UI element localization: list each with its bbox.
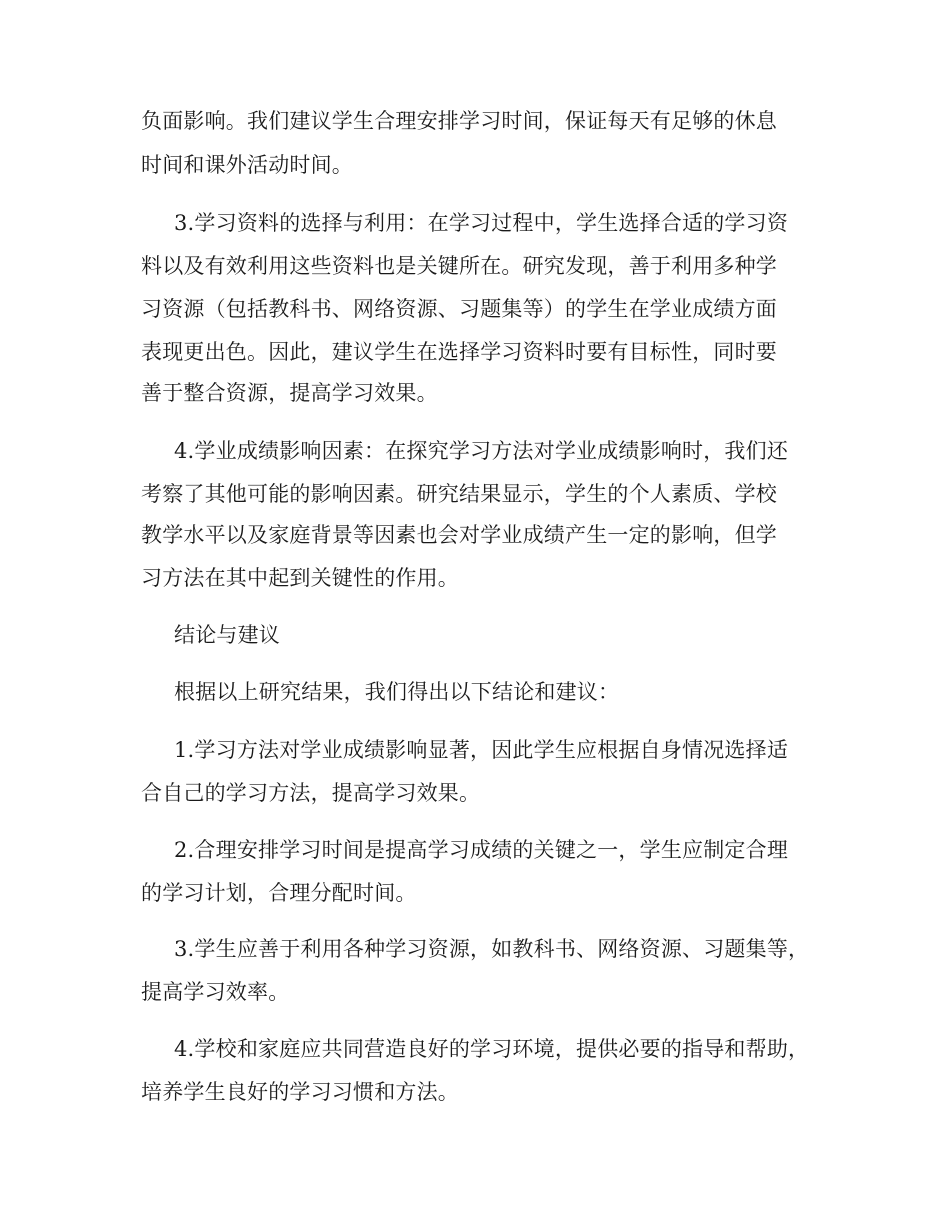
section-heading: 结论与建议 <box>174 623 280 647</box>
text-line: 习方法在其中起到关键性的作用。 <box>141 566 459 590</box>
text-line: 4.学校和家庭应共同营造良好的学习环境，提供必要的指导和帮助， <box>174 1037 810 1061</box>
text-line: 4.学业成绩影响因素：在探究学习方法对学业成绩影响时，我们还 <box>174 439 789 463</box>
text-line: 提高学习效率。 <box>141 980 290 1004</box>
text-line: 时间和课外活动时间。 <box>141 153 353 177</box>
text-line: 考察了其他可能的影响因素。研究结果显示，学生的个人素质、学校 <box>141 482 777 506</box>
text-line: 培养学生良好的学习习惯和方法。 <box>141 1080 459 1104</box>
text-line: 根据以上研究结果，我们得出以下结论和建议： <box>174 680 620 704</box>
text-line: 表现更出色。因此，建议学生在选择学习资料时要有目标性，同时要 <box>141 340 777 364</box>
text-line: 负面影响。我们建议学生合理安排学习时间，保证每天有足够的休息 <box>141 109 777 133</box>
text-line: 1.学习方法对学业成绩影响显著，因此学生应根据自身情况选择适 <box>174 738 789 762</box>
text-line: 2.合理安排学习时间是提高学习成绩的关键之一，学生应制定合理 <box>174 838 789 862</box>
text-line: 的学习计划，合理分配时间。 <box>141 881 417 905</box>
text-line: 善于整合资源，提高学习效果。 <box>141 381 438 405</box>
text-line: 3.学习资料的选择与利用：在学习过程中，学生选择合适的学习资 <box>174 211 789 235</box>
text-line: 合自己的学习方法，提高学习效果。 <box>141 781 481 805</box>
text-line: 教学水平以及家庭背景等因素也会对学业成绩产生一定的影响，但学 <box>141 523 777 547</box>
text-line: 料以及有效利用这些资料也是关键所在。研究发现，善于利用多种学 <box>141 254 777 278</box>
text-line: 3.学生应善于利用各种学习资源，如教科书、网络资源、习题集等， <box>174 937 810 961</box>
text-line: 习资源（包括教科书、网络资源、习题集等）的学生在学业成绩方面 <box>141 297 777 321</box>
